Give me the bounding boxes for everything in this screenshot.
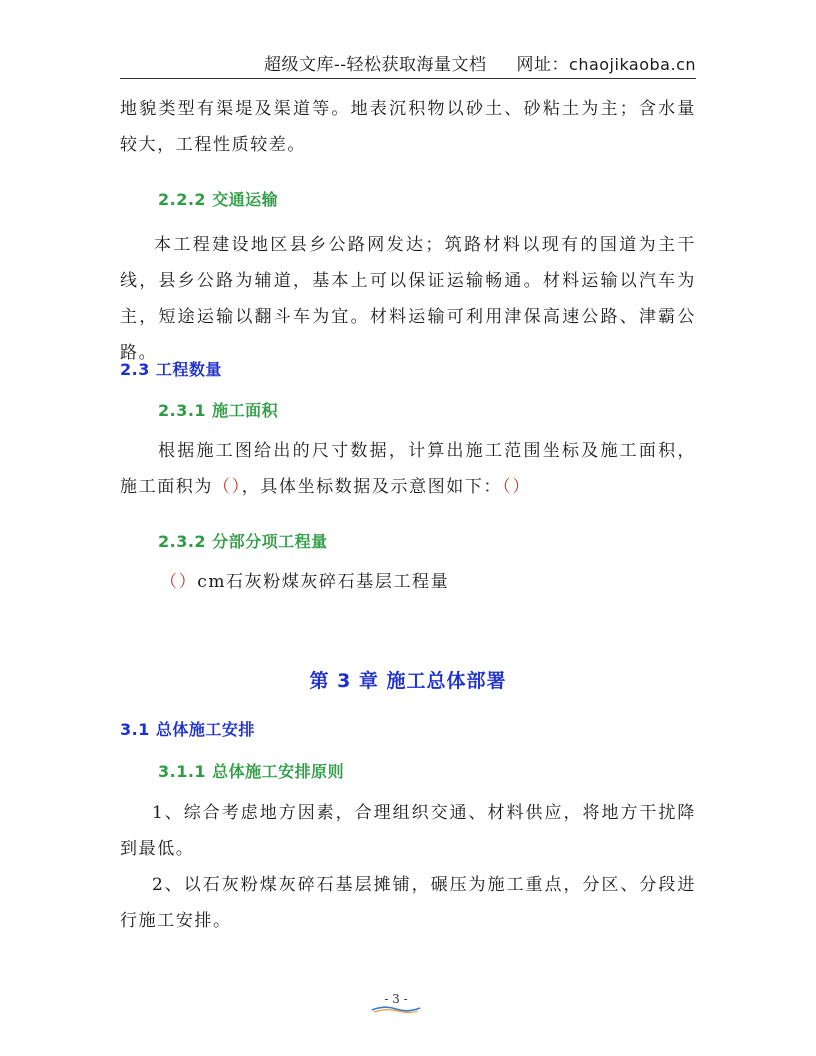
thickness-placeholder: （） [160,572,198,592]
heading-2-2-2: 2.2.2 交通运输 [158,190,279,209]
area-text-1: 根据施工图给出的尺寸数据，计算出施工范围坐标及施工面积，施工面积为 [120,441,696,497]
header-text [264,50,696,75]
paragraph-transport: 本工程建设地区县乡公路网发达；筑路材料以现有的国道为主干线，县乡公路为辅道，基本上可以保证运输畅通。材料运输以汽车为主，短途运输以翻斗车为宜。材料运输可利用津保高速公路、津霸公路。 [120,235,696,363]
header-url[interactable]: chaojikaoba.cn [569,55,696,74]
page-number: - 3 - [384,992,408,1006]
header-title: 超级文库--轻松获取海量文档 [264,55,487,75]
area-placeholder: （） [213,477,242,497]
heading-2-3-1: 2.3.1 施工面积 [158,401,279,420]
paragraph-construction-area [120,433,696,505]
header-url-label: 网址： [516,55,570,75]
paragraph-principle-2: 2、以石灰粉煤灰碎石基层摊铺，碾压为施工重点，分区、分段进行施工安排。 [120,875,696,931]
heading-2-3-2: 2.3.2 分部分项工程量 [158,532,328,551]
paragraph-principle-1: 1、综合考虑地方因素，合理组织交通、材料供应，将地方干扰降到最低。 [120,803,696,859]
area-text-2: ，具体坐标数据及示意图如下： [241,477,503,497]
page-footer [368,992,424,1014]
page-header [120,48,696,79]
heading-3-1-1: 3.1.1 总体施工安排原则 [158,762,345,781]
footer-wave-icon [370,1004,422,1014]
paragraph-quantity [160,564,696,600]
quantity-text: cm石灰粉煤灰碎石基层工程量 [197,572,450,592]
heading-2-3: 2.3 工程数量 [120,360,222,379]
chapter-3-title: 第 3 章 施工总体部署 [309,670,507,692]
coordinates-placeholder: （） [502,477,531,497]
paragraph-terrain: 地貌类型有渠堤及渠道等。地表沉积物以砂土、砂粘土为主；含水量较大，工程性质较差。 [120,99,696,155]
heading-3-1: 3.1 总体施工安排 [120,720,255,739]
